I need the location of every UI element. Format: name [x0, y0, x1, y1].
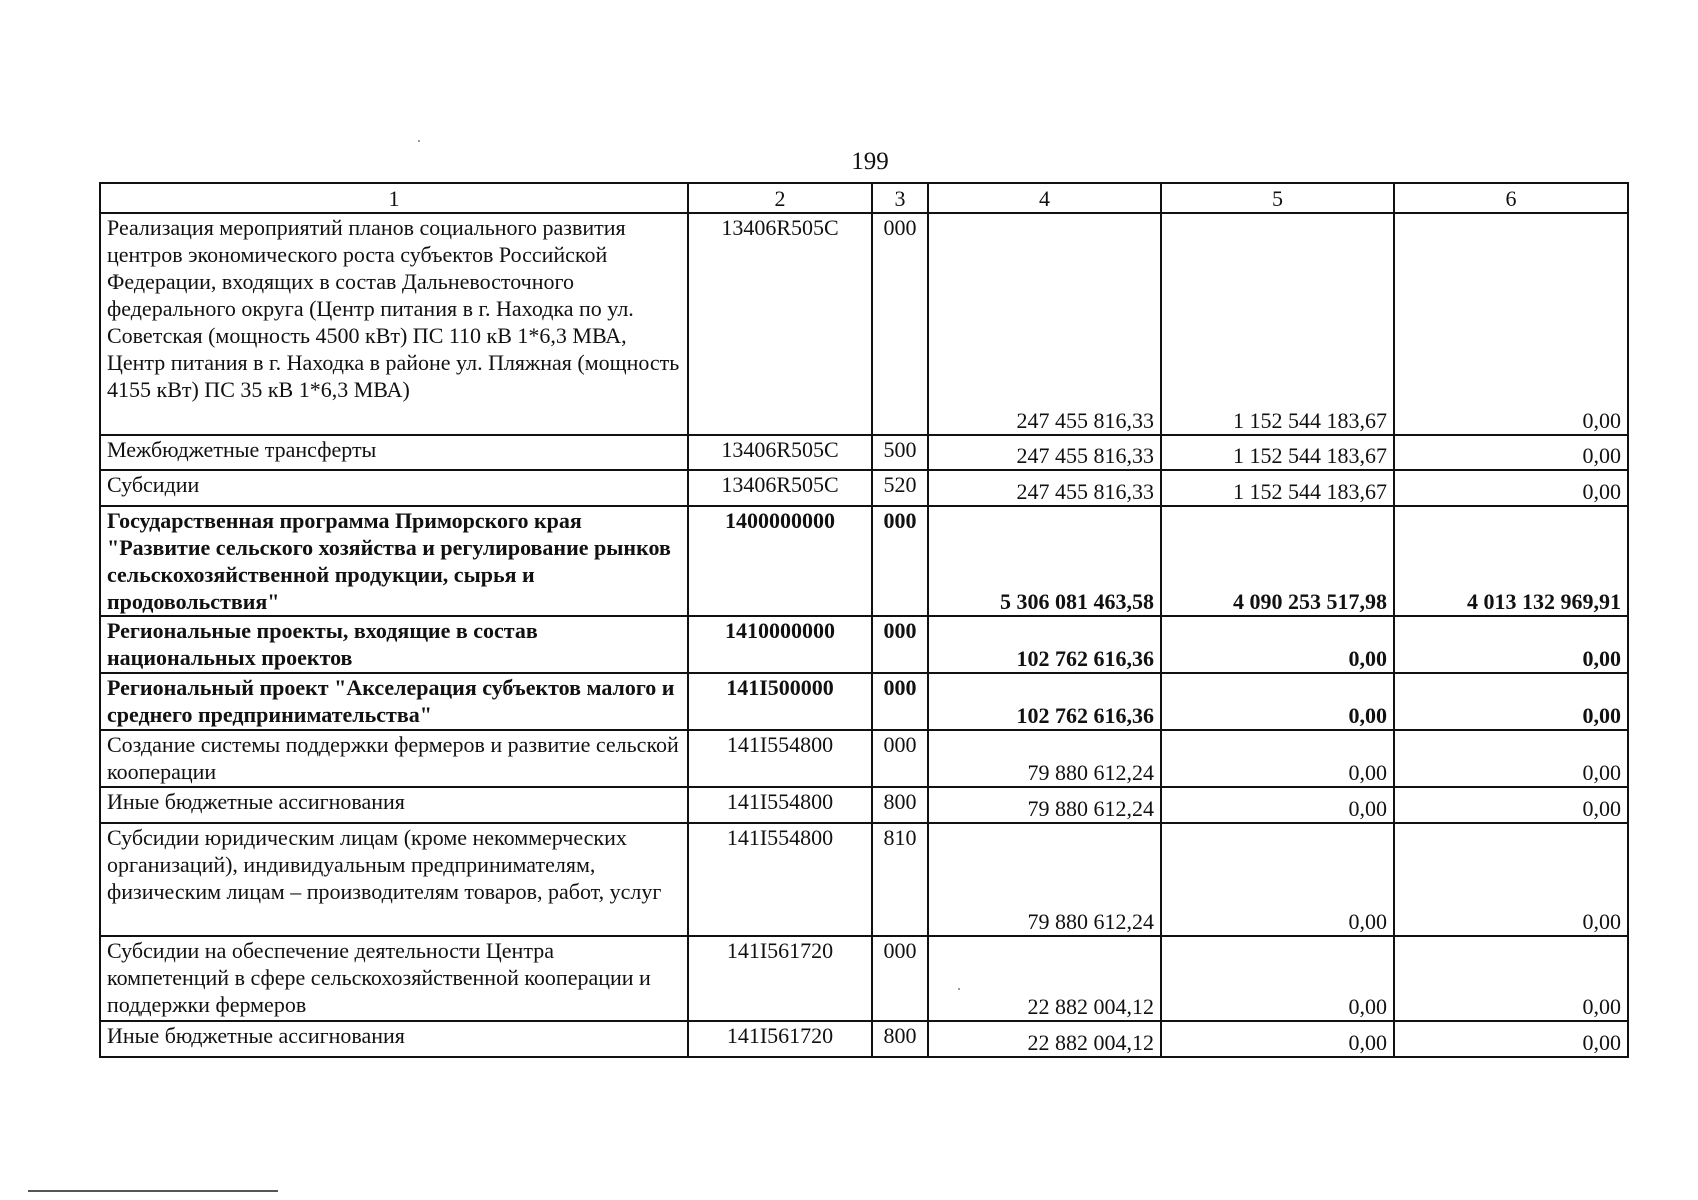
row-code: 13406R505C	[688, 470, 872, 506]
row-name: Создание системы поддержки фермеров и развитие сельской кооперации	[100, 730, 688, 787]
row-value-5: 1 152 544 183,67	[1161, 470, 1394, 506]
column-header: 5	[1161, 183, 1394, 213]
row-code: 141I554800	[688, 787, 872, 823]
column-header: 2	[688, 183, 872, 213]
table-row	[100, 506, 1628, 616]
row-value-6: 0,00	[1394, 616, 1628, 673]
table-row	[100, 823, 1628, 936]
row-code: 141I561720	[688, 1021, 872, 1057]
row-value-4: 22 882 004,12	[928, 936, 1161, 1021]
row-type: 000	[872, 506, 928, 616]
row-value-6: 4 013 132 969,91	[1394, 506, 1628, 616]
row-code: 13406R505C	[688, 435, 872, 470]
column-header: 4	[928, 183, 1161, 213]
row-value-6: 0,00	[1394, 730, 1628, 787]
row-value-4: 79 880 612,24	[928, 787, 1161, 823]
table-row	[100, 673, 1628, 730]
row-value-6: 0,00	[1394, 823, 1628, 936]
row-code: 141I554800	[688, 730, 872, 787]
row-name: Субсидии на обеспечение деятельности Центра компетенций в сфере сельскохозяйственной кооперации и поддержки фермеров	[100, 936, 688, 1021]
row-value-4: 247 455 816,33	[928, 435, 1161, 470]
row-value-4: 102 762 616,36	[928, 616, 1161, 673]
row-name: Реализация мероприятий планов социального развития центров экономического роста субъектов Российской Федерации, входящих в состав Дальневосточного федерального округа (Центр питания в г. Находка по ул. Советская (мощность 4500 кВт) ПС 110 кВ 1*6,3 МВА, Центр питания в г. Находка в районе ул. Пляжная (мощность 4155 кВт) ПС 35 кВ 1*6,3 МВА)	[100, 213, 688, 435]
column-header: 3	[872, 183, 928, 213]
column-header: 6	[1394, 183, 1628, 213]
table-row	[100, 616, 1628, 673]
row-type: 520	[872, 470, 928, 506]
row-type: 000	[872, 616, 928, 673]
row-value-5: 0,00	[1161, 616, 1394, 673]
row-name: Региональные проекты, входящие в состав национальных проектов	[100, 616, 688, 673]
row-code: 141I554800	[688, 823, 872, 936]
row-value-5: 0,00	[1161, 936, 1394, 1021]
table-row	[100, 435, 1628, 470]
page-number: 199	[851, 148, 889, 175]
row-name: Региональный проект "Акселерация субъектов малого и среднего предпринимательства"	[100, 673, 688, 730]
row-type: 000	[872, 936, 928, 1021]
row-value-6: 0,00	[1394, 213, 1628, 435]
row-type: 500	[872, 435, 928, 470]
row-value-4: 79 880 612,24	[928, 730, 1161, 787]
row-type: 000	[872, 730, 928, 787]
row-value-5: 0,00	[1161, 787, 1394, 823]
row-value-6: 0,00	[1394, 936, 1628, 1021]
row-value-5: 0,00	[1161, 1021, 1394, 1057]
row-type: 810	[872, 823, 928, 936]
row-value-6: 0,00	[1394, 470, 1628, 506]
row-value-4: 5 306 081 463,58	[928, 506, 1161, 616]
scan-speck	[418, 140, 420, 142]
row-value-6: 0,00	[1394, 1021, 1628, 1057]
row-value-4: 247 455 816,33	[928, 470, 1161, 506]
table-row	[100, 1021, 1628, 1057]
row-name: Государственная программа Приморского края "Развитие сельского хозяйства и регулирование рынков сельскохозяйственной продукции, сырья и продовольствия"	[100, 506, 688, 616]
row-code: 1400000000	[688, 506, 872, 616]
row-type: 000	[872, 673, 928, 730]
budget-table	[99, 182, 1629, 1058]
row-name: Иные бюджетные ассигнования	[100, 1021, 688, 1057]
row-value-4: 102 762 616,36	[928, 673, 1161, 730]
row-value-5: 0,00	[1161, 823, 1394, 936]
column-header: 1	[100, 183, 688, 213]
row-name: Субсидии	[100, 470, 688, 506]
row-code: 13406R505C	[688, 213, 872, 435]
row-value-6: 0,00	[1394, 787, 1628, 823]
table-row	[100, 787, 1628, 823]
row-code: 1410000000	[688, 616, 872, 673]
table-row	[100, 936, 1628, 1021]
row-value-4: 247 455 816,33	[928, 213, 1161, 435]
row-value-5: 1 152 544 183,67	[1161, 435, 1394, 470]
table-row	[100, 730, 1628, 787]
table-row	[100, 213, 1628, 435]
footnote-separator	[28, 1190, 278, 1192]
row-value-6: 0,00	[1394, 435, 1628, 470]
row-name: Межбюджетные трансферты	[100, 435, 688, 470]
row-value-6: 0,00	[1394, 673, 1628, 730]
row-name: Субсидии юридическим лицам (кроме некоммерческих организаций), индивидуальным предпринимателям, физическим лицам – производителям товаров, работ, услуг	[100, 823, 688, 936]
row-code: 141I500000	[688, 673, 872, 730]
row-value-5: 1 152 544 183,67	[1161, 213, 1394, 435]
row-value-5: 0,00	[1161, 673, 1394, 730]
table-row	[100, 470, 1628, 506]
row-type: 000	[872, 213, 928, 435]
table-header-row	[100, 183, 1628, 213]
row-value-5: 0,00	[1161, 730, 1394, 787]
row-code: 141I561720	[688, 936, 872, 1021]
row-type: 800	[872, 787, 928, 823]
row-value-4: 79 880 612,24	[928, 823, 1161, 936]
row-value-5: 4 090 253 517,98	[1161, 506, 1394, 616]
row-value-4: 22 882 004,12	[928, 1021, 1161, 1057]
row-name: Иные бюджетные ассигнования	[100, 787, 688, 823]
row-type: 800	[872, 1021, 928, 1057]
